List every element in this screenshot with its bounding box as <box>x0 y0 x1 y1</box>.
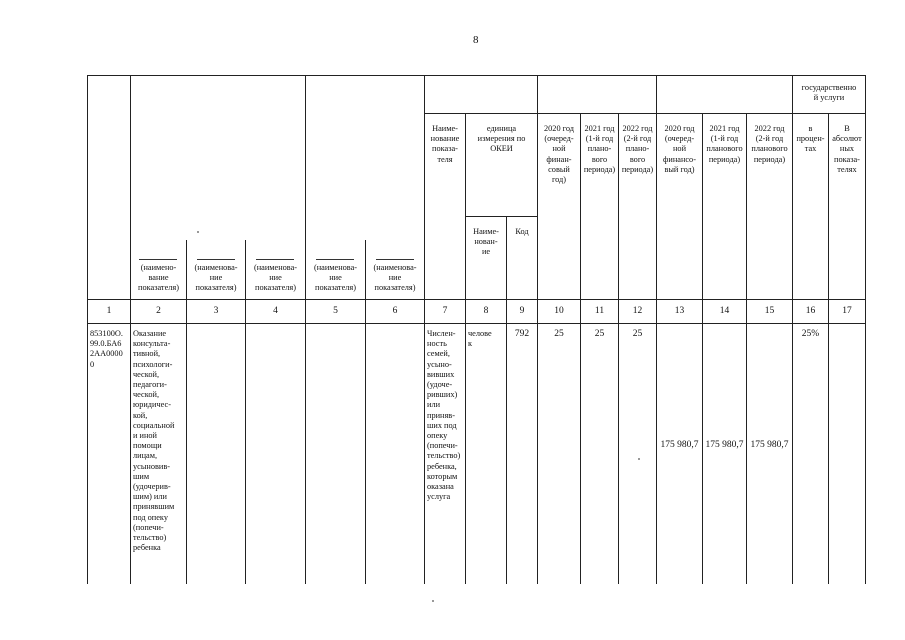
col-number: 11 <box>594 306 605 316</box>
row-percent: 25% <box>801 329 820 339</box>
col-number: 7 <box>442 306 448 316</box>
header-year-2021-quality: 2021 год (1-й год плано- вого периода) <box>583 124 616 174</box>
header-year-2022-quality: 2022 год (2-й год плано- вого периода) <box>621 124 654 174</box>
col-number: 12 <box>632 306 643 316</box>
col-number: 13 <box>674 306 685 316</box>
scan-speck <box>197 231 199 233</box>
header-year-2021-price: 2021 год (1-й год планового периода) <box>706 124 743 164</box>
header-absolute: В абсолют ных показа- телях <box>832 124 862 174</box>
header-indicator-name-5: (наименова- ние показателя) <box>373 263 417 293</box>
row-indicator: Числен- ность семей, усыно- вивших (удоче- ривших) или приняв- ших под опеку (попечи- тельство) ребенка, которым оказана услуга <box>427 329 461 502</box>
header-indicator-name-2: (наименова- ние показателя) <box>194 263 238 293</box>
row-price-2022: 175 980,7 <box>750 440 789 450</box>
page-number: 8 <box>473 34 479 46</box>
scan-speck <box>432 600 434 602</box>
header-indicator-name-3: (наименова- ние показателя) <box>253 263 298 293</box>
header-service-group: государственно й услуги <box>801 83 857 103</box>
header-indicator-name: Наиме- нование показа- теля <box>430 124 460 164</box>
header-year-2020-quality: 2020 год (очеред- ной финан- совый год) <box>544 124 574 185</box>
col-number: 3 <box>213 306 219 316</box>
col-number: 10 <box>554 306 564 316</box>
row-unit-name: челове к <box>468 329 492 349</box>
row-price-2021: 175 980,7 <box>705 440 744 450</box>
row-value-2022: 25 <box>632 329 643 339</box>
col-number: 17 <box>842 306 852 316</box>
header-unit-okei: единица измерения по ОКЕИ <box>477 124 526 154</box>
col-number: 4 <box>273 306 278 316</box>
header-year-2022-price: 2022 год (2-й год планового периода) <box>751 124 788 164</box>
row-price-2020: 175 980,7 <box>660 440 699 450</box>
row-value-2020: 25 <box>554 329 564 339</box>
col-number: 15 <box>764 306 775 316</box>
row-service-name: Оказание консульта- тивной, психологи- ческой, педагоги- ческой, юридичес- кой, социальной и иной помощи лицам, усыновив- шим (удочерив- шим) или принявшим под опеку (попечи- тельство) ребенка <box>133 329 175 553</box>
header-unit-name: Наиме- нован- ие <box>473 227 499 257</box>
col-number: 6 <box>392 306 398 316</box>
header-unit-code: Код <box>515 227 529 236</box>
col-number: 16 <box>805 306 816 316</box>
col-number: 8 <box>483 306 489 316</box>
col-number: 1 <box>106 306 112 316</box>
scan-speck <box>638 458 640 460</box>
header-indicator-name-4: (наименова- ние показателя) <box>313 263 358 293</box>
col-number: 14 <box>719 306 730 316</box>
row-okei-code: 792 <box>514 329 530 339</box>
row-value-2021: 25 <box>594 329 605 339</box>
header-percent: в процен- тах <box>796 124 825 154</box>
col-number: 2 <box>156 306 161 316</box>
col-number: 5 <box>333 306 338 316</box>
header-year-2020-price: 2020 год (очеред- ной финансо- вый год) <box>663 124 696 174</box>
row-registry-code: 853100О. 99.0.БА6 2АА0000 0 <box>90 329 123 369</box>
header-indicator-name-1: (наимено- вание показателя) <box>138 263 179 293</box>
col-number: 9 <box>519 306 525 316</box>
